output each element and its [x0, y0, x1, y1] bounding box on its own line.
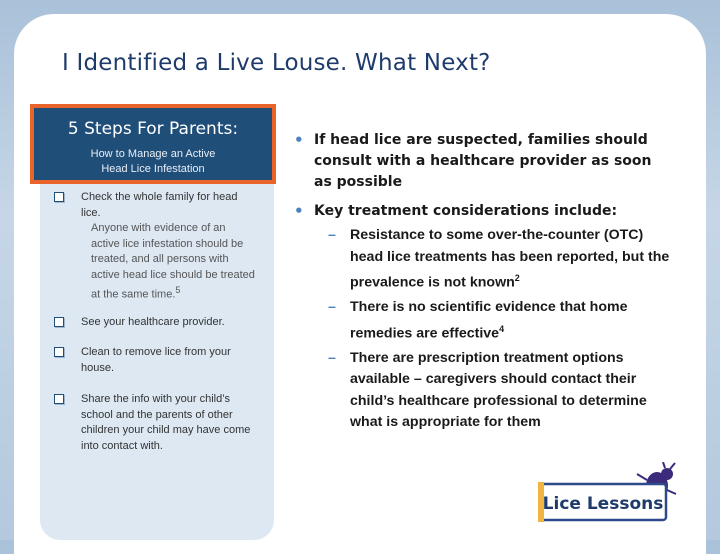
step-subtext: Anyone with evidence of an active lice infestation should be treated, and all persons with active head lice should be treated at the same time.$^5$ [91, 222, 255, 301]
bullet-icon: • [294, 202, 304, 220]
sub-bullet: – There is no scientific evidence that home remedies are effective$^4$ [328, 299, 628, 342]
steps-subtitle-line: How to Manage an Active [90, 148, 216, 160]
steps-subtitle [34, 147, 272, 177]
steps-subtitle-line: Head Lice Infestation [101, 163, 205, 175]
checkbox-icon [54, 347, 64, 357]
step-text: Check the whole family for head lice. [81, 191, 238, 219]
steps-header-box [30, 104, 276, 184]
slide-title: I Identified a Live Louse. What Next? [62, 50, 491, 76]
steps-title: 5 Steps For Parents: [67, 119, 239, 139]
bullet-text: Key treatment considerations include: [314, 203, 618, 219]
checkbox-icon [54, 192, 64, 202]
step-item [56, 392, 256, 454]
lice-lessons-logo [537, 462, 677, 524]
dash-icon: – [328, 299, 336, 316]
step-item [56, 315, 256, 331]
bullet-text: If head lice are suspected, families should consult with a healthcare provider as soon as possible [314, 132, 652, 190]
sub-bullet: – Resistance to some over-the-counter (OTC) head lice treatments has been reported, but the prevalence is not known$^2$ [328, 227, 670, 291]
sub-bullet: – There are prescription treatment options available – caregivers should contact their child’s healthcare professional to determine what is appropriate for them [328, 349, 647, 431]
step-text: See your healthcare provider. [81, 316, 225, 328]
step-item [56, 345, 256, 376]
bullet-icon: • [294, 131, 304, 149]
bullet-treatment [294, 201, 674, 434]
bullet-consult [294, 130, 674, 193]
checkbox-icon [54, 394, 64, 404]
dash-icon: – [328, 349, 336, 366]
step-text: Share the info with your child’s school and the parents of other children your child may have come into contact with. [81, 393, 251, 452]
dash-icon: – [328, 227, 336, 243]
step-item [56, 190, 256, 303]
logo-text: Lice Lessons [542, 494, 664, 514]
checkbox-icon [54, 317, 64, 327]
step-text: Clean to remove lice from your house. [81, 346, 231, 374]
